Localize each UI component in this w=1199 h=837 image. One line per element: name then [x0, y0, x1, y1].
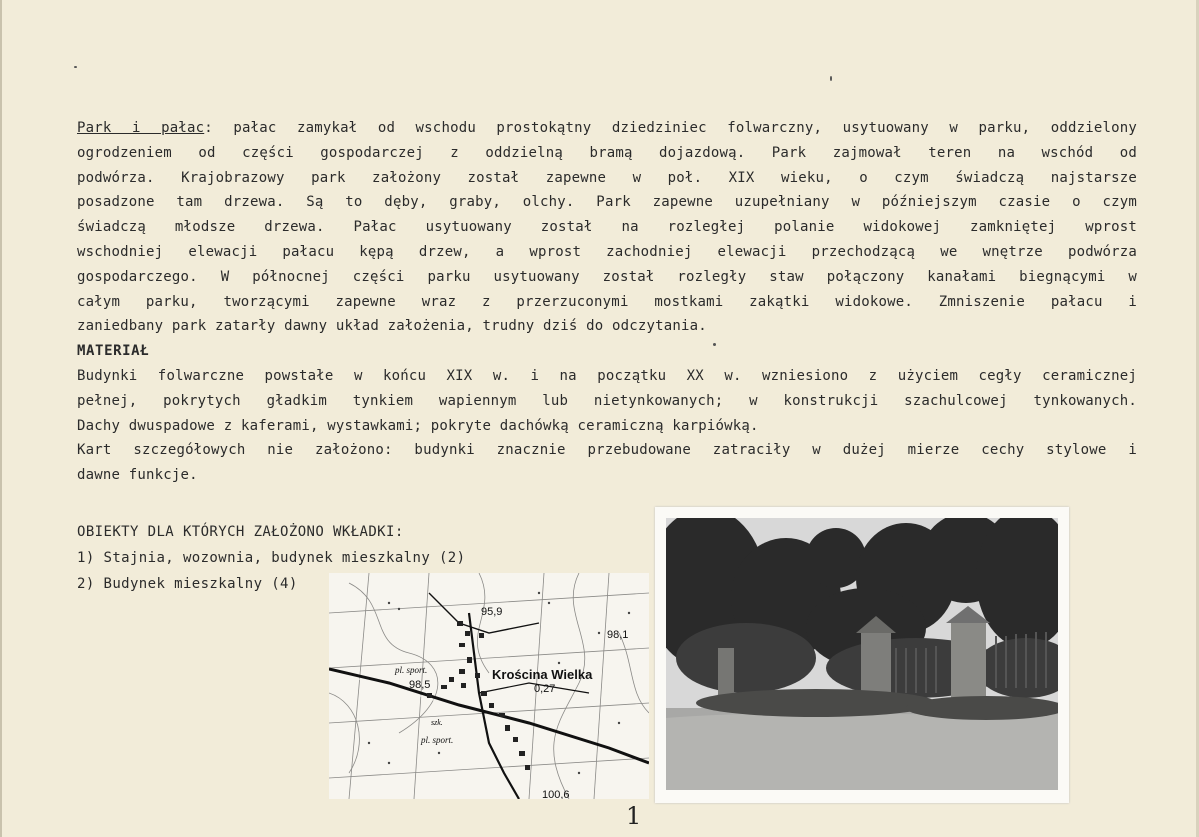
- paragraph-line: całym parku, tworzącymi zapewne wraz z przerzuconymi mostkami zakątki widokowe. Zmniszenie pałacu i: [77, 293, 1137, 310]
- photograph-print: [655, 507, 1069, 803]
- material-line: pełnej, pokrytych gładkim tynkiem wapiennym lub nietynkowanych; w konstrukcji szachulcowej tynkowanych.: [77, 392, 1137, 409]
- paragraph-line: ogrodzeniem od części gospodarczej z oddzielną bramą dojazdową. Park zajmował teren na wschód od: [77, 144, 1137, 161]
- material-line: Dachy dwuspadowe z kaferami, wystawkami; pokryte dachówką ceramiczną karpiówką.: [77, 417, 759, 434]
- main-text: [77, 116, 1137, 488]
- paragraph-line: posadzone tam drzewa. Są to dęby, graby, olchy. Park zapewne uzupełniany w późniejszym czasie o czym: [77, 194, 1137, 211]
- objects-heading: OBIEKTY DLA KTÓRYCH ZAŁOŻONO WKŁADKI:: [77, 524, 404, 540]
- map-height-label: 98,5: [409, 679, 431, 691]
- map-height-label: 95,9: [481, 606, 503, 618]
- material-line: Budynki folwarczne powstałe w końcu XIX w. i na początku XX w. wzniesiono z użyciem cegły ceramicznej: [77, 367, 1137, 384]
- page-number: 1: [626, 802, 642, 830]
- list-item: 2) Budynek mieszkalny (4): [77, 576, 298, 592]
- speck: [830, 76, 832, 81]
- paragraph-line: gospodarczego. W północnej części parku usytuowany został rozległy staw połączony kanałami biegnącymi w: [77, 268, 1137, 285]
- map-sport-label: pl. sport.: [395, 665, 428, 675]
- material-line: Kart szczegółowych nie założono: budynki znacznie przebudowane zatraciły w dużej mierze cechy stylowe i: [77, 442, 1137, 459]
- photo-scene: [666, 518, 1058, 790]
- page-edge: [0, 0, 2, 837]
- map-height-label: 98,1: [607, 629, 629, 641]
- map-town-label: Krościna Wielka: [492, 667, 593, 682]
- paragraph-line: podwórza. Krajobrazowy park założony został zapewne w poł. XIX wieku, o czym świadczą najstarsze: [77, 169, 1137, 186]
- material-line: dawne funkcje.: [77, 467, 198, 484]
- topographic-map: [329, 573, 649, 799]
- section-heading-park: Park i pałac: [77, 120, 205, 136]
- photograph: [666, 518, 1058, 790]
- map-sport-label: pl. sport.: [421, 735, 454, 745]
- paragraph-line-1: Park i pałac: pałac zamykał od wschodu prostokątny dziedziniec folwarczny, usytuowany w parku, oddzielony: [77, 120, 1137, 136]
- section-heading-material: MATERIAŁ: [77, 343, 150, 360]
- paragraph-line: świadczą młodsze drzewa. Pałac usytuowany został na rozległej polanie widokowej zamkniętej wprost: [77, 219, 1137, 236]
- speck: [74, 66, 77, 68]
- map-town-value: 0,27: [534, 683, 556, 695]
- paragraph-line: wschodniej elewacji pałacu kępą drzew, a wprost zachodniej elewacji przechodzącą we wnętrze podwórza: [77, 243, 1137, 260]
- map-drawing: [329, 573, 649, 799]
- map-height-label: 100,6: [542, 789, 570, 799]
- paragraph-line: zaniedbany park zatarły dawny układ założenia, trudny dziś do odczytania.: [77, 318, 707, 335]
- map-school-label: szk.: [431, 718, 443, 727]
- list-item: 1) Stajnia, wozownia, budynek mieszkalny (2): [77, 550, 466, 566]
